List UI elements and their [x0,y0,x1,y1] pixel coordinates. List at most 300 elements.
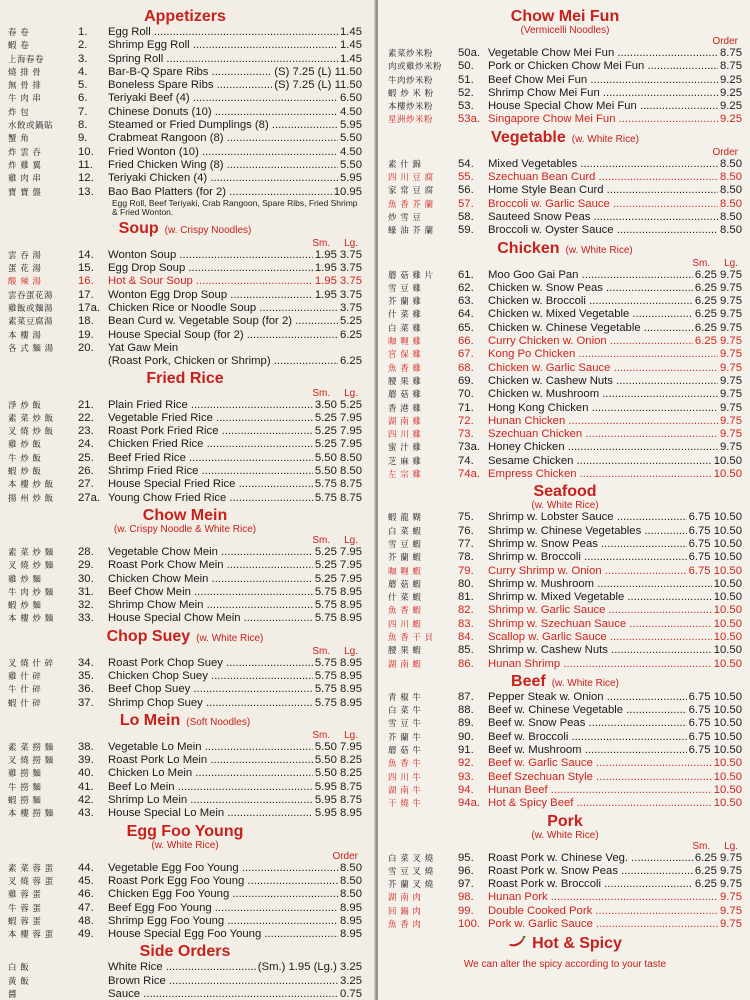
item-number: 56. [458,184,474,197]
item-name: Fried Chicken Wing (8) ..... [108,159,338,171]
section-header [8,628,362,646]
item-name: Double Cooked Pork ..... [488,905,718,917]
item-number: 98. [458,891,474,904]
item-name: Broccoli w. Oyster Sauce ..... [488,224,718,236]
menu-item [8,478,362,491]
item-chinese-name: 牛 蓉 蛋 [8,903,42,914]
item-chinese-name: 雞飯或麵湯 [8,304,54,315]
item-price: 1.95 3.75 [314,248,362,261]
menu-section-appetizers [8,8,362,218]
menu-item [388,322,742,335]
menu-item [388,468,742,481]
menu-item [8,438,362,451]
item-price: 8.50 [720,184,742,197]
menu-item [388,224,742,237]
item-name: Sesame Chicken ..... [488,455,712,467]
menu-item [8,119,362,132]
menu-section-soup [8,220,362,368]
item-name: Hot & Sour Soup ..... [108,275,313,287]
section-subtitle: (w. Crispy Noodle & White Rice) [113,523,257,535]
item-name: Mixed Vegetables ..... [488,158,718,170]
item-number: 43. [78,807,94,820]
section-note: (w. White Rice) [565,244,633,256]
item-name: Teriyaki Chicken (4) ..... [108,172,338,184]
item-number: 85. [458,644,474,657]
item-name: Chicken Rice or Noodle Soup ..... [108,302,338,314]
item-chinese-name: 肉或雞炒米粉 [388,62,443,73]
menu-item [388,348,742,361]
item-number: 84. [458,630,474,643]
item-name: Chicken Chop Suey ..... [108,670,313,682]
item-number: 77. [458,537,474,550]
item-chinese-name: 揚 州 炒 飯 [8,493,54,504]
section-header [388,129,742,147]
menu-item [388,455,742,468]
menu-item [8,132,362,145]
item-name: Beef w. Snow Peas ..... [488,717,687,729]
item-name: Chicken Egg Foo Young ..... [108,888,338,900]
item-name: Shrimp w. Mixed Vegetable ..... [488,591,712,603]
menu-item [388,771,742,784]
section-title: Side Orders [139,943,231,961]
menu-item [8,186,362,199]
price-column-header: Lg. [724,840,738,852]
item-price: 5.75 8.95 [314,612,362,625]
menu-item [388,295,742,308]
menu-section-chicken [388,240,742,482]
item-name: Hunan Shrimp ..... [488,658,712,670]
hot-spicy-legend [388,935,742,953]
menu-item [388,797,742,810]
section-subtitle: (w. White Rice) [531,500,599,512]
item-number: 76. [458,524,474,537]
item-chinese-name: 魚 香 蝦 [388,606,422,617]
item-price: 10.50 [713,591,742,604]
item-price: 5.50 [340,132,362,145]
item-name: Shrimp w. Lobster Sauce ..... [488,511,687,523]
item-name: Beef w. Chinese Vegetable ..... [488,704,687,716]
menu-item [388,604,742,617]
menu-item [388,551,742,564]
item-price: 4.50 [340,105,362,118]
item-number: 22. [78,411,94,424]
item-price: 10.50 [713,630,742,643]
menu-item [388,618,742,631]
price-column-headers [8,238,362,249]
menu-item [388,60,742,73]
item-price: (S) 7.25 (L) 11.50 [274,65,362,78]
menu-item [8,657,362,670]
item-name: Roast Pork w. Chinese Veg. ..... [488,852,693,864]
item-name: Chicken w. Broccoli ..... [488,295,693,307]
item-number: 80. [458,577,474,590]
item-chinese-name: 回 鍋 肉 [388,906,422,917]
item-price: 6.25 9.75 [694,295,742,308]
item-name: Spring Roll ..... [108,53,338,65]
item-chinese-name: 蝦 炒 米 粉 [388,88,434,99]
menu-item [388,184,742,197]
item-name: Shrimp w. Szechuan Sauce ..... [488,618,712,630]
item-name: House Special Chow Mei Fun ..... [488,100,718,112]
item-number: 17. [78,288,94,301]
menu-item [8,355,362,367]
item-price: 3.25 [340,974,362,987]
item-price: 5.25 [340,315,362,328]
item-number: 6. [78,92,88,105]
item-chinese-name: 素菜炒米粉 [388,49,434,59]
menu-item [388,402,742,415]
item-price: 5.75 8.95 [314,656,362,669]
item-chinese-name: 黃 飯 [8,976,30,987]
item-number: 36. [78,683,94,696]
item-chinese-name: 素 菜 撈 麵 [8,742,54,753]
item-price: 9.75 [720,348,742,361]
price-column-header: Order [712,36,738,47]
menu-item [8,961,362,974]
item-name: Hong Kong Chicken ..... [488,402,718,414]
item-number: 7. [78,105,88,118]
item-number: 21. [78,398,94,411]
item-name: Wonton Soup ..... [108,249,313,261]
item-name: Bean Curd w. Vegetable Soup (for 2) ..... [108,315,338,327]
item-name: Steamed or Fried Dumplings (8) ..... [108,119,338,131]
menu-item [388,388,742,401]
item-price: 6.25 9.75 [694,308,742,321]
item-number: 95. [458,851,474,864]
menu-item [388,211,742,224]
menu-item [388,757,742,770]
item-number: 16. [78,275,94,288]
item-chinese-name: 素 菜 炒 飯 [8,413,54,424]
item-number: 88. [458,704,474,717]
item-name: Bao Bao Platters (for 2) ..... [108,186,332,198]
item-chinese-name: 蝦 蓉 蛋 [8,916,42,927]
item-chinese-name: 魚 香 雞 [388,363,422,374]
item-price: 10.50 [713,644,742,657]
item-name: Shrimp Egg Roll ..... [108,39,338,51]
item-number: 70. [458,388,474,401]
item-number: 96. [458,864,474,877]
section-header [388,483,742,501]
menu-item [388,441,742,454]
item-price: 9.75 [720,414,742,427]
item-name: Vegetable Chow Mein ..... [108,546,313,558]
item-price: 5.50 8.50 [314,451,362,464]
section-note: (w. White Rice) [571,133,639,145]
item-price: 5.75 8.75 [314,478,362,491]
item-number: 24. [78,438,94,451]
price-column-header: Sm. [312,237,331,249]
item-name: Plain Fried Rice ..... [108,399,313,411]
item-number: 94. [458,783,474,796]
item-chinese-name: 什 菜 雞 [388,310,422,321]
menu-item [388,578,742,591]
menu-item [8,289,362,302]
item-name: Shrimp w. Chinese Vegetables ..... [488,525,687,537]
item-chinese-name: 蘑 菇 牛 [388,746,422,757]
item-number: 45. [78,874,94,887]
item-price: 9.75 [720,374,742,387]
item-number: 46. [78,888,94,901]
item-name: House Special Soup (for 2) ..... [108,329,338,341]
menu-item [388,415,742,428]
item-name: Yat Gaw Mein [108,341,179,354]
item-price: 6.25 9.75 [694,268,742,281]
menu-item [8,546,362,559]
menu-item [8,26,362,39]
item-chinese-name: 蝦 什 碎 [8,698,42,709]
item-chinese-name: 湖 南 蝦 [388,659,422,670]
menu-section-seafood [388,483,742,671]
menu-item [8,79,362,92]
menu-item [388,784,742,797]
section-note: (w. Crispy Noodles) [164,224,252,236]
item-name: Beef w. Garlic Sauce ..... [488,757,712,769]
item-name: White Rice ..... [108,961,256,973]
price-column-header: Sm. [692,840,711,852]
item-chinese-name: 白 菜 牛 [388,706,422,717]
item-name: Roast Pork Egg Foo Young ..... [108,875,338,887]
item-number: 48. [78,914,94,927]
item-number: 47. [78,901,94,914]
item-name: Shrimp w. Cashew Nuts ..... [488,644,712,656]
item-price: 9.75 [720,891,742,904]
item-number: 67. [458,348,474,361]
item-price: 10.50 [713,617,742,630]
item-chinese-name: 雞 撈 麵 [8,769,42,780]
item-number: 39. [78,754,94,767]
item-number: 87. [458,690,474,703]
menu-item [8,159,362,172]
menu-item [8,928,362,941]
item-price: 5.75 8.95 [314,599,362,612]
menu-item [388,717,742,730]
item-name: Shrimp Egg Foo Young ..... [108,915,338,927]
item-price: 6.75 10.50 [688,564,742,577]
item-name: Hot & Spicy Beef ..... [488,797,712,809]
item-price: 5.25 7.95 [314,411,362,424]
item-price: 5.25 7.95 [314,545,362,558]
item-number: 49. [78,928,94,941]
section-title: Lo Mein [119,711,181,729]
item-chinese-name: 湖 南 牛 [388,785,422,796]
item-name: Beef Chow Mein ..... [108,586,313,598]
menu-item [388,375,742,388]
item-price: 8.95 [340,914,362,927]
item-chinese-name: 香 港 雞 [388,403,422,414]
menu-item [388,631,742,644]
item-price: 6.75 10.50 [688,730,742,743]
section-title: Egg Foo Young [126,822,244,840]
item-number: 37. [78,696,94,709]
item-chinese-name: 叉 燒 炒 麵 [8,561,54,572]
item-chinese-name: 本 樓 撈 麵 [8,809,54,820]
item-price: 5.95 8.75 [314,780,362,793]
item-number: 72. [458,414,474,427]
item-chinese-name: 蝦 龍 糊 [388,513,422,524]
item-chinese-name: 宮 保 雞 [388,350,422,361]
item-chinese-name: 白 菜 雞 [388,323,422,334]
item-chinese-name: 叉 燒 炒 飯 [8,427,54,438]
item-name: Shrimp Lo Mein ..... [108,794,313,806]
item-name: Beef Chop Suey ..... [108,683,313,695]
section-header [8,943,362,961]
item-name: Chicken w. Mixed Vegetable ..... [488,308,693,320]
menu-item [8,683,362,696]
menu-item [388,731,742,744]
item-chinese-name: 芥 蘭 叉 燒 [388,880,434,891]
item-price: 10.50 [713,797,742,810]
item-number: 100. [458,918,480,931]
item-number: 33. [78,612,94,625]
menu-item [8,875,362,888]
item-chinese-name: 雞 什 碎 [8,671,42,682]
item-name: Crabmeat Rangoon (8) ..... [108,132,338,144]
item-number: 51. [458,73,474,86]
item-name: Hunan Pork ..... [488,891,718,903]
item-price: 5.25 7.95 [314,438,362,451]
menu-item [8,399,362,412]
item-name: Beef Egg Foo Young ..... [108,902,338,914]
price-column-header: Sm. [312,729,331,741]
item-number: 59. [458,224,474,237]
item-price: 3.75 [340,302,362,315]
item-name: Sauteed Snow Peas ..... [488,211,718,223]
item-price: 8.50 [720,171,742,184]
item-number: 30. [78,572,94,585]
item-name: Chicken w. Snow Peas ..... [488,282,693,294]
menu-item [388,878,742,891]
section-note: (w. White Rice) [551,677,619,689]
section-header [8,507,362,525]
item-price: 8.50 [340,861,362,874]
item-name: Sauce ..... [108,988,338,1000]
item-number: 27. [78,478,94,491]
item-name: Beef w. Mushroom ..... [488,744,687,756]
item-number: 74a. [458,468,480,481]
item-number: 65. [458,321,474,334]
menu-item [388,282,742,295]
menu-item [8,767,362,780]
item-number: 50. [458,60,474,73]
price-column-header: Lg. [344,387,358,399]
item-number: 68. [458,361,474,374]
menu-section-beef [388,673,742,811]
menu-section-eggfoo [8,823,362,942]
menu-item [388,565,742,578]
item-price: 10.50 [713,468,742,481]
item-chinese-name: 叉 燒 什 碎 [8,658,54,669]
price-column-headers [8,388,362,399]
item-price: 5.75 8.95 [314,696,362,709]
item-chinese-name: 雞 炒 麵 [8,574,42,585]
item-name: Shrimp w. Broccoli ..... [488,551,687,563]
item-number: 11. [78,158,93,171]
item-chinese-name: 炒 雪 豆 [388,212,422,223]
item-number: 8. [78,119,88,132]
item-price: 6.75 10.50 [688,524,742,537]
price-column-headers [8,646,362,657]
item-price: 6.25 9.75 [694,335,742,348]
item-name: Moo Goo Gai Pan ..... [488,269,693,281]
item-number: 90. [458,730,474,743]
menu-item [388,525,742,538]
item-name: Vegetable Lo Mein ..... [108,741,313,753]
menu-section-vegetable [388,129,742,238]
menu-item [8,249,362,262]
menu-item [8,92,362,105]
menu-item [388,158,742,171]
item-chinese-name: 白 菜 叉 燒 [388,853,434,864]
item-number: 23. [78,425,94,438]
menu-item [8,275,362,288]
item-number: 99. [458,904,474,917]
item-chinese-name: 蘑 菇 雞 片 [388,270,434,281]
item-chinese-name: 春 卷 [8,28,30,38]
item-price: 4.50 [340,145,362,158]
item-price: 10.50 [713,770,742,783]
item-name: Broccoli w. Garlic Sauce ..... [488,198,718,210]
item-price: 8.95 [340,901,362,914]
item-price: 5.75 8.95 [314,585,362,598]
menu-item [8,794,362,807]
item-number: 66. [458,335,474,348]
item-price: 10.50 [713,657,742,670]
item-chinese-name: 魚 香 牛 [388,759,422,770]
item-chinese-name: 四 川 蝦 [388,619,422,630]
item-price: 10.50 [713,454,742,467]
item-price: 6.25 9.75 [694,321,742,334]
item-number: 19. [78,328,94,341]
section-header [388,673,742,691]
menu-item [8,573,362,586]
item-number: 94a. [458,797,480,810]
item-price: 6.25 9.75 [694,851,742,864]
item-price: 5.50 8.50 [314,465,362,478]
menu-item [8,39,362,52]
item-number: 25. [78,451,94,464]
item-price: 1.95 3.75 [314,275,362,288]
item-number: 58. [458,210,474,223]
menu-item [8,697,362,710]
section-footnote: Egg Roll, Beef Teriyaki, Crab Rangoon, Spare Ribs, Fried Shrimp & Fried Wonton. [112,197,358,218]
menu-item [8,315,362,328]
item-chinese-name: 雪 豆 雞 [388,283,422,294]
hot-spicy-label: Hot & Spicy [532,935,622,953]
item-name: Boneless Spare Ribs ..... [108,79,272,91]
menu-item [388,362,742,375]
section-title: Chow Mei Fun [510,8,620,25]
item-number: 61. [458,268,474,281]
item-number: 35. [78,669,94,682]
section-title: Fried Rice [146,369,224,387]
section-title: Pork [547,812,583,830]
item-number: 50a. [458,47,480,59]
item-price: 1.45 [340,39,362,52]
item-chinese-name: 咖 喱 蝦 [388,566,422,577]
item-chinese-name: 雪 豆 牛 [388,719,422,730]
section-subtitle: (w. White Rice) [151,839,219,851]
section-title: Vegetable [491,128,566,146]
item-name: Egg Roll ..... [108,26,338,38]
item-number: 27a. [78,491,100,504]
item-name: Young Chow Fried Rice ..... [108,492,313,504]
item-price: 6.50 [340,92,362,105]
item-name: House Special Fried Rice ..... [108,478,313,490]
item-chinese-name: 炸 雞 翼 [8,160,42,171]
item-price: (S) 7.25 (L) 11.50 [274,79,362,92]
item-number: 26. [78,465,94,478]
